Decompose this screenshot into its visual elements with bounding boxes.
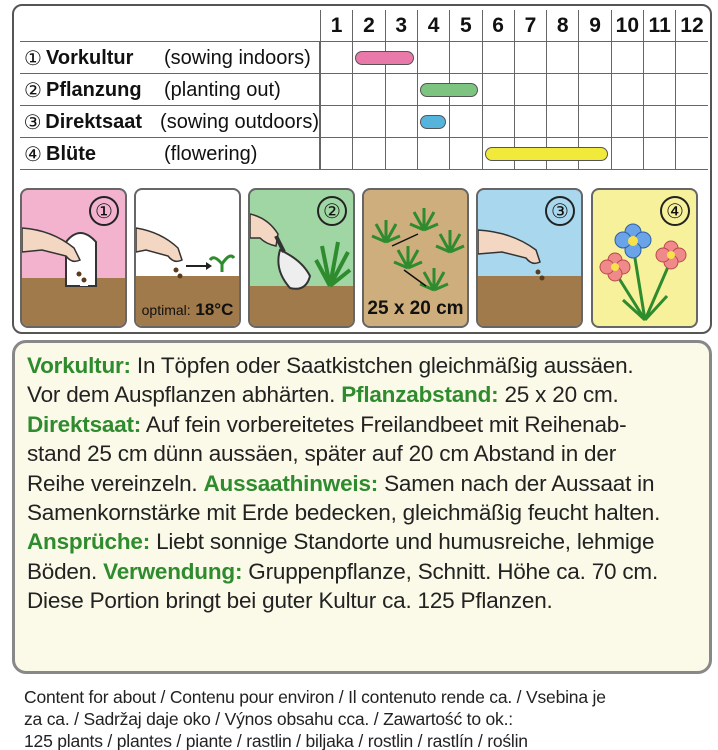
info-line bbox=[27, 439, 707, 468]
cultivation-instructions bbox=[27, 351, 707, 616]
panel-caption bbox=[364, 298, 467, 320]
info-text: Vor dem Auspflanzen abhärten. bbox=[27, 382, 342, 408]
info-keyword: Vorkultur: bbox=[27, 353, 131, 378]
step-number: ④ bbox=[24, 143, 42, 166]
step-number-badge: ③ bbox=[545, 196, 575, 226]
month-label: 10 bbox=[611, 10, 643, 42]
grid-line bbox=[417, 138, 418, 170]
grid-line bbox=[578, 106, 579, 138]
pictogram-panel bbox=[362, 188, 469, 328]
calendar-row-label bbox=[20, 42, 320, 74]
footer-line: Content for about / Contenu pour environ / Il contenuto rende ca. / Vsebina je bbox=[24, 687, 606, 707]
activity-translation: (planting out) bbox=[164, 78, 281, 101]
pictogram-panel bbox=[591, 188, 698, 328]
grid-line bbox=[352, 42, 353, 74]
grid-line bbox=[320, 42, 321, 74]
grid-line bbox=[546, 42, 547, 74]
grid-line bbox=[320, 74, 321, 106]
grid-line bbox=[611, 138, 612, 170]
month-label: 4 bbox=[417, 10, 449, 42]
info-line bbox=[27, 498, 707, 527]
info-text: Reihe vereinzeln. bbox=[27, 470, 204, 496]
grid-line bbox=[352, 106, 353, 138]
grid-line bbox=[675, 74, 676, 106]
grid-line bbox=[643, 106, 644, 138]
info-line bbox=[27, 380, 707, 409]
grid-line bbox=[514, 42, 515, 74]
calendar-row-label bbox=[20, 106, 320, 138]
grid-line bbox=[417, 106, 418, 138]
panel-caption bbox=[136, 300, 239, 320]
footer-line: za ca. / Sadržaj daje oko / Výnos obsahu cca. / Zawartość to ok.: bbox=[24, 709, 513, 729]
step-number: ③ bbox=[23, 111, 42, 134]
grid-line bbox=[514, 106, 515, 138]
grid-line bbox=[643, 74, 644, 106]
grid-line bbox=[578, 42, 579, 74]
info-text: In Töpfen oder Saatkistchen gleichmäßig aussäen. bbox=[130, 353, 634, 378]
caption-value: 25 x 20 cm bbox=[367, 298, 464, 319]
grid-line bbox=[675, 42, 676, 74]
calendar-row-label bbox=[20, 138, 320, 170]
activity-name: Direktsaat bbox=[45, 110, 142, 133]
grid-line bbox=[643, 138, 644, 170]
grid-line bbox=[320, 138, 321, 170]
period-bar bbox=[485, 147, 608, 161]
calendar-row bbox=[20, 138, 708, 170]
sowing-calendar-card bbox=[12, 4, 712, 334]
info-text: Auf fein vorbereitetes Freilandbeet mit Reihenab- bbox=[141, 411, 627, 437]
grid-line bbox=[449, 42, 450, 74]
step-number-badge: ④ bbox=[660, 196, 690, 226]
info-line bbox=[27, 586, 707, 615]
month-label: 5 bbox=[449, 10, 481, 42]
grid-line bbox=[352, 74, 353, 106]
info-text: Böden. bbox=[27, 558, 104, 584]
month-label: 7 bbox=[514, 10, 546, 42]
activity-translation: (sowing indoors) bbox=[164, 46, 311, 69]
info-text: 25 x 20 cm. bbox=[498, 382, 619, 408]
activity-name: Vorkultur bbox=[46, 46, 134, 69]
info-line bbox=[27, 527, 707, 556]
grid-line bbox=[675, 106, 676, 138]
pictogram-panel bbox=[248, 188, 355, 328]
month-label: 6 bbox=[482, 10, 514, 42]
period-bar bbox=[355, 51, 414, 65]
grid-line bbox=[385, 74, 386, 106]
grid-line bbox=[417, 74, 418, 106]
info-text: stand 25 cm dünn aussäen, später auf 20 cm Abstand in der bbox=[27, 441, 616, 467]
content-amount-footer bbox=[24, 686, 714, 750]
info-keyword: Direktsaat: bbox=[27, 411, 142, 437]
month-label: 8 bbox=[546, 10, 578, 42]
grid-line bbox=[675, 138, 676, 170]
step-number-badge: ② bbox=[317, 196, 347, 226]
grid-line bbox=[482, 42, 483, 74]
info-line bbox=[27, 351, 707, 380]
grid-line bbox=[611, 106, 612, 138]
grid-line bbox=[546, 74, 547, 106]
month-label: 1 bbox=[320, 10, 352, 42]
grid-line bbox=[611, 42, 612, 74]
month-label: 2 bbox=[352, 10, 384, 42]
grid-line bbox=[385, 138, 386, 170]
cultivation-info-box bbox=[12, 340, 712, 674]
info-text: Diese Portion bringt bei guter Kultur ca. 125 Pflanzen. bbox=[27, 588, 553, 614]
grid-line bbox=[611, 74, 612, 106]
info-text: Samenkornstärke mit Erde bedecken, gleichmäßig feucht halten. bbox=[27, 499, 661, 525]
caption-label: optimal: bbox=[141, 302, 191, 318]
grid-line bbox=[417, 42, 418, 74]
period-bar bbox=[420, 83, 479, 97]
grid-line bbox=[514, 74, 515, 106]
info-keyword: Aussaathinweis: bbox=[203, 470, 379, 496]
grid-line bbox=[643, 42, 644, 74]
activity-translation: (flowering) bbox=[164, 142, 258, 165]
info-keyword: Pflanzabstand: bbox=[341, 382, 499, 408]
calendar-row bbox=[20, 106, 708, 138]
footer-line: 125 plants / plantes / piante / rastlin / biljaka / rostlin / rastlín / roślin bbox=[24, 731, 528, 750]
info-line bbox=[27, 469, 707, 498]
month-label: 3 bbox=[385, 10, 417, 42]
grid-line bbox=[449, 138, 450, 170]
pictogram-panel bbox=[476, 188, 583, 328]
month-label: 9 bbox=[578, 10, 610, 42]
info-keyword: Verwendung: bbox=[103, 558, 243, 584]
activity-name: Blüte bbox=[46, 142, 96, 165]
grid-line bbox=[385, 106, 386, 138]
activity-translation: (sowing outdoors) bbox=[160, 110, 319, 133]
grid-line bbox=[578, 74, 579, 106]
info-text: Gruppenpflanze, Schnitt. Höhe ca. 70 cm. bbox=[242, 558, 659, 584]
month-label: 12 bbox=[675, 10, 707, 42]
calendar-row bbox=[20, 42, 708, 74]
info-text: Samen nach der Aussaat in bbox=[378, 470, 655, 496]
info-line bbox=[27, 557, 707, 586]
caption-value: 18°C bbox=[195, 300, 234, 319]
info-text: Liebt sonnige Standorte und humusreiche, lehmige bbox=[150, 529, 655, 555]
calendar-row bbox=[20, 74, 708, 106]
activity-name: Pflanzung bbox=[46, 78, 142, 101]
step-number: ① bbox=[24, 47, 42, 70]
calendar-row-label bbox=[20, 74, 320, 106]
grid-line bbox=[352, 138, 353, 170]
calendar-month-header bbox=[20, 10, 708, 42]
grid-line bbox=[482, 138, 483, 170]
info-keyword: Ansprüche: bbox=[27, 529, 151, 555]
period-bar bbox=[420, 115, 446, 129]
info-line bbox=[27, 410, 707, 439]
step-number: ② bbox=[24, 79, 42, 102]
grid-line bbox=[320, 106, 321, 138]
pictogram-panel bbox=[134, 188, 241, 328]
grid-line bbox=[482, 74, 483, 106]
step-number-badge: ① bbox=[89, 196, 119, 226]
grid-line bbox=[546, 106, 547, 138]
month-label: 11 bbox=[643, 10, 675, 42]
grid-line bbox=[449, 106, 450, 138]
grid-line bbox=[482, 106, 483, 138]
pictogram-panel bbox=[20, 188, 127, 328]
